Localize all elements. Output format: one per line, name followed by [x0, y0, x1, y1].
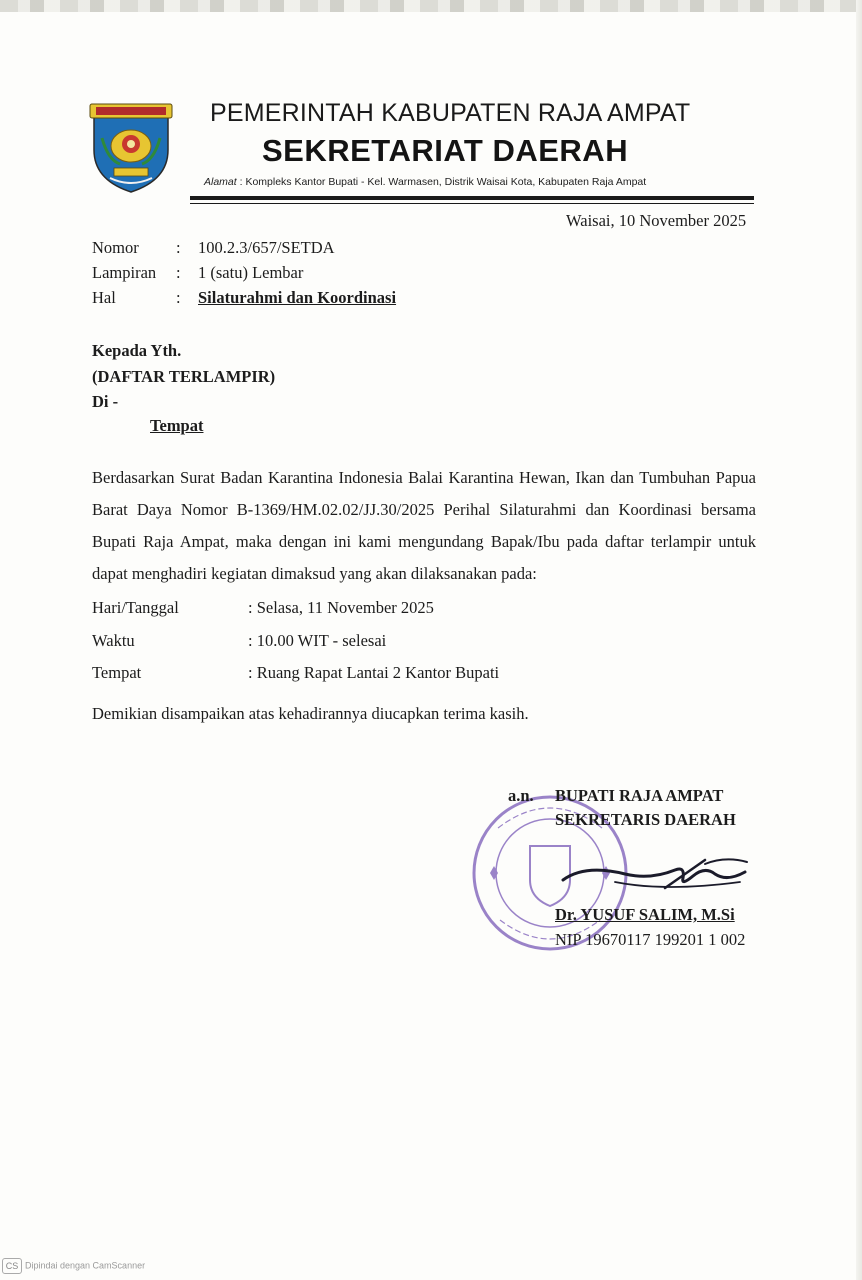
meta-hal-label: Hal — [92, 288, 116, 307]
letterhead-government: PEMERINTAH KABUPATEN RAJA AMPAT — [210, 99, 691, 127]
signatory-nip: NIP 19670117 199201 1 002 — [555, 930, 746, 949]
meta-nomor: Nomor : 100.2.3/657/SETDA — [92, 238, 335, 257]
letterhead-rule-thin — [190, 203, 754, 204]
meta-nomor-value: 100.2.3/657/SETDA — [198, 238, 335, 257]
address-text: : Kompleks Kantor Bupati - Kel. Warmasen, Distrik Waisai Kota, Kabupaten Raja Ampat — [239, 176, 647, 188]
address-label: Alamat — [204, 176, 237, 188]
detail-value: : 10.00 WIT - selesai — [248, 631, 387, 650]
signature-prefix: a.n. — [508, 786, 534, 805]
letterhead-office: SEKRETARIAT DAERAH — [262, 133, 629, 168]
camscanner-logo-icon: CS — [2, 1258, 22, 1274]
camscanner-text: Dipindai dengan CamScanner — [25, 1260, 146, 1271]
addressee-place: Tempat — [150, 416, 204, 435]
signature-title-secretary: SEKRETARIS DAERAH — [555, 810, 736, 829]
detail-row — [92, 663, 499, 683]
scan-edge-right — [856, 0, 862, 1280]
body-paragraph: Berdasarkan Surat Badan Karantina Indonesia Balai Karantina Hewan, Ikan dan Tumbuhan Papua Barat Daya Nomor B-1369/HM.02.02/JJ.30/2025 Perihal Silaturahmi dan Koordinasi bersama Bupati Raja Ampat, maka dengan ini kami mengundang Bapak/Ibu pada daftar terlampir untuk dapat menghadiri kegiatan dimaksud yang akan dilaksanakan pada: — [92, 468, 756, 583]
addressee-recipient: (DAFTAR TERLAMPIR) — [92, 367, 276, 386]
closing-text: Demikian disampaikan atas kehadirannya diucapkan terima kasih. — [92, 704, 529, 723]
addressee-di: Di - — [92, 392, 119, 411]
detail-label: Waktu — [92, 631, 135, 650]
meta-lampiran-label: Lampiran — [92, 263, 157, 282]
letterhead-rule-thick — [190, 196, 754, 200]
signatory-name: Dr. YUSUF SALIM, M.Si — [555, 905, 735, 924]
regency-emblem — [88, 98, 174, 194]
scan-edge-top — [0, 0, 862, 12]
detail-value: : Selasa, 11 November 2025 — [248, 598, 434, 617]
detail-label: Hari/Tanggal — [92, 598, 179, 617]
meta-hal-value: Silaturahmi dan Koordinasi — [198, 288, 397, 307]
addressee-greeting: Kepada Yth. — [92, 341, 182, 360]
letterhead-address — [204, 176, 646, 188]
signature-title-regent: BUPATI RAJA AMPAT — [555, 786, 724, 805]
detail-row — [92, 598, 434, 618]
detail-row — [92, 631, 386, 651]
detail-value: : Ruang Rapat Lantai 2 Kantor Bupati — [248, 663, 500, 682]
place-date: Waisai, 10 November 2025 — [566, 211, 747, 230]
meta-lampiran-value: 1 (satu) Lembar — [198, 263, 304, 282]
detail-label: Tempat — [92, 663, 142, 682]
meta-lampiran: Lampiran : 1 (satu) Lembar — [92, 263, 304, 282]
meta-hal: Hal : Silaturahmi dan Koordinasi — [92, 288, 397, 307]
camscanner-watermark — [2, 1258, 145, 1274]
handwritten-signature — [555, 852, 755, 902]
meta-nomor-label: Nomor — [92, 238, 139, 257]
